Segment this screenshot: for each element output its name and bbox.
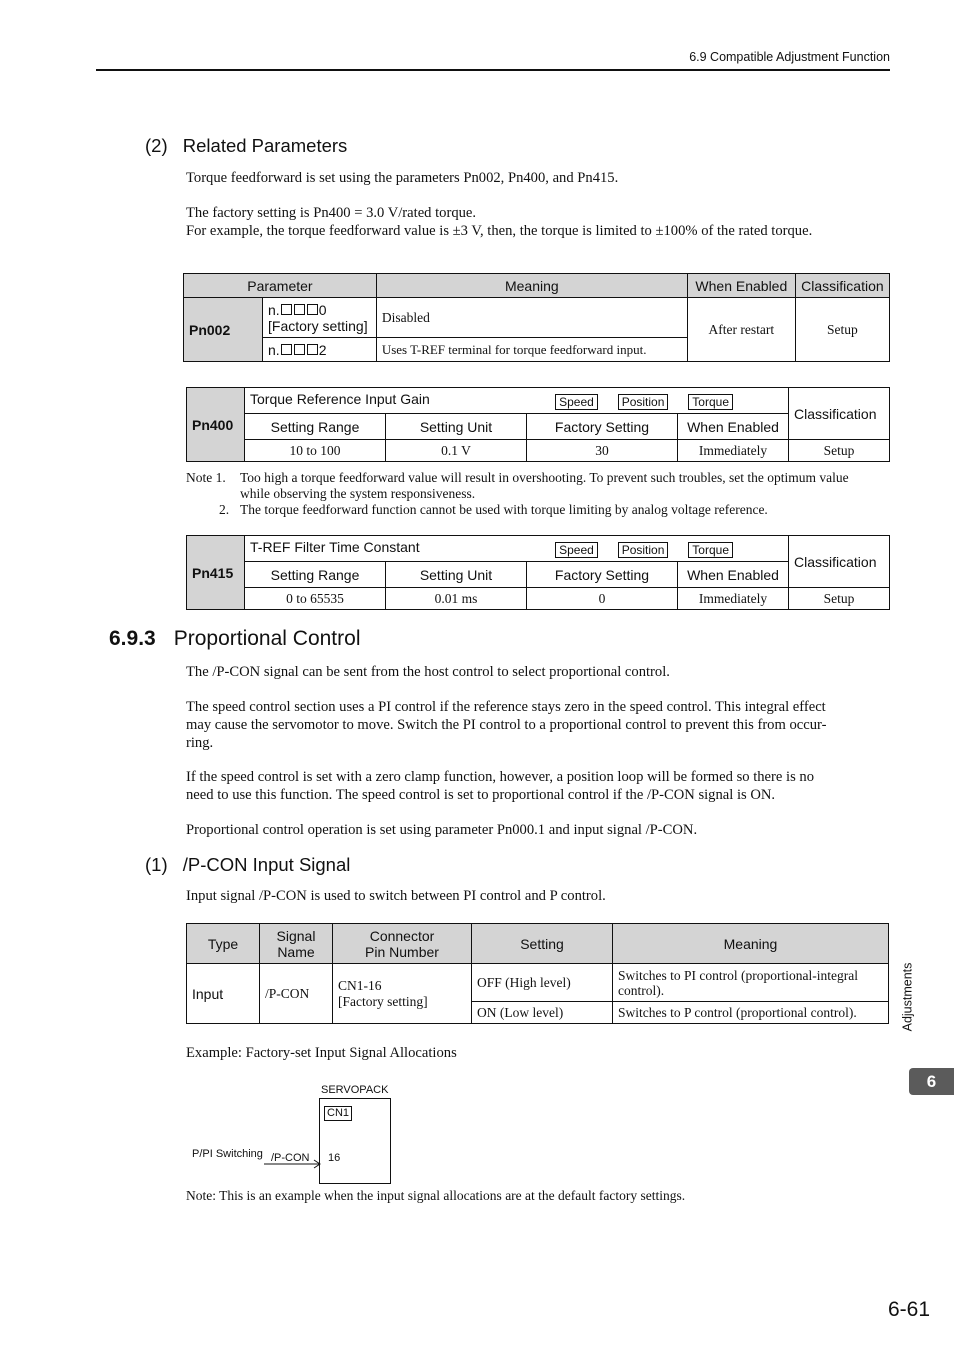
meaning-cell bbox=[613, 964, 889, 1002]
header-line: Pin Number bbox=[365, 943, 439, 960]
connector-pin: CN1-16 bbox=[338, 977, 382, 993]
classification-cell: Setup bbox=[795, 298, 889, 362]
col-header: Setting Range bbox=[245, 414, 386, 440]
meaning-cell: Disabled bbox=[376, 298, 687, 338]
paragraph-line: ring. bbox=[186, 735, 214, 751]
note-1-cont: while observing the system responsiveness. bbox=[240, 486, 476, 501]
classification-header: Classification bbox=[789, 388, 890, 440]
servopack-label: SERVOPACK bbox=[321, 1084, 389, 1096]
note-2-label: 2. bbox=[219, 502, 230, 517]
setting-cell: ON (Low level) bbox=[472, 1002, 613, 1024]
signal-label: /P-CON bbox=[271, 1152, 310, 1164]
factory-note: [Factory setting] bbox=[268, 317, 368, 334]
torque-tag: Torque bbox=[688, 542, 733, 558]
speed-tag: Speed bbox=[555, 542, 598, 558]
header-line: Name bbox=[277, 943, 315, 960]
chapter-side-label bbox=[900, 960, 923, 1040]
meaning-cell: Uses T-REF terminal for torque feedforward input. bbox=[376, 338, 687, 362]
torque-tag: Torque bbox=[688, 394, 733, 410]
paragraph: Proportional control operation is set using parameter Pn000.1 and input signal /P-CON. bbox=[186, 822, 698, 838]
section-heading-related-parameters bbox=[145, 135, 347, 157]
col-header bbox=[260, 924, 333, 964]
page-number: 6-61 bbox=[887, 1298, 930, 1321]
paragraph: Torque feedforward is set using the parameters Pn002, Pn400, and Pn415. bbox=[186, 170, 619, 186]
pin-label: 16 bbox=[328, 1152, 341, 1164]
meaning-line: control). bbox=[618, 982, 665, 998]
col-header bbox=[333, 924, 472, 964]
signal-cell: /P-CON bbox=[260, 964, 333, 1024]
value-cell: 0 bbox=[527, 588, 678, 610]
pn415-table bbox=[186, 535, 890, 610]
pcon-signal-table bbox=[186, 923, 889, 1024]
value-cell: Immediately bbox=[678, 588, 789, 610]
cn1-label: CN1 bbox=[324, 1106, 352, 1121]
side-label-text: Adjustments bbox=[900, 962, 915, 1032]
heading-text: /P-CON Input Signal bbox=[182, 854, 351, 875]
col-header: When Enabled bbox=[678, 414, 789, 440]
note-1: Too high a torque feedforward value will result in overshooting. To prevent such troubles, set the optimum value bbox=[240, 470, 849, 485]
header-line: Signal bbox=[276, 927, 316, 944]
heading-number: (2) bbox=[145, 135, 168, 156]
paragraph: For example, the torque feedforward value is ±3 V, then, the torque is limited to ±100% of the rated torque. bbox=[186, 223, 813, 239]
paragraph-line: may cause the servomotor to move. Switch the PI control to a proportional control to prevent this from occur- bbox=[186, 717, 827, 733]
code-suffix: 0 bbox=[318, 301, 327, 318]
meaning-line: Switches to PI control (proportional-integral bbox=[618, 967, 858, 983]
value-cell: Immediately bbox=[678, 440, 789, 462]
col-header: Factory Setting bbox=[527, 562, 678, 588]
col-header: When Enabled bbox=[678, 562, 789, 588]
switch-label: P/PI Switching bbox=[192, 1148, 263, 1160]
signal-arrow bbox=[262, 1157, 332, 1171]
param-cell: Pn415 bbox=[187, 536, 245, 610]
col-header: Parameter bbox=[184, 274, 377, 298]
param-name-row bbox=[245, 388, 789, 414]
col-header: Type bbox=[187, 924, 260, 964]
connector-cell bbox=[333, 964, 472, 1024]
position-tag: Position bbox=[618, 542, 669, 558]
value-cell: 0.1 V bbox=[386, 440, 527, 462]
note-label: Note 1. bbox=[186, 470, 226, 485]
paragraph: The /P-CON signal can be sent from the host control to select proportional control. bbox=[186, 664, 670, 680]
paragraph-line: If the speed control is set with a zero clamp function, however, a position loop will be formed so there is no bbox=[186, 769, 815, 785]
col-header: When Enabled bbox=[687, 274, 795, 298]
col-header: Meaning bbox=[376, 274, 687, 298]
col-header: Setting Range bbox=[245, 562, 386, 588]
param-name: T-REF Filter Time Constant bbox=[250, 539, 420, 555]
example-caption: Example: Factory-set Input Signal Allocations bbox=[186, 1045, 457, 1061]
example-note: Note: This is an example when the input signal allocations are at the default factory settings. bbox=[186, 1188, 686, 1203]
factory-note: [Factory setting] bbox=[338, 993, 428, 1009]
param-name-row bbox=[245, 536, 789, 562]
setting-code bbox=[263, 338, 377, 362]
paragraph: Input signal /P-CON is used to switch between PI control and P control. bbox=[186, 888, 606, 904]
value-cell: 0.01 ms bbox=[386, 588, 527, 610]
code-prefix: n. bbox=[268, 341, 280, 358]
section-number: 6.9.3 bbox=[109, 627, 156, 650]
setting-cell: OFF (High level) bbox=[472, 964, 613, 1002]
param-cell: Pn002 bbox=[184, 298, 263, 362]
paragraph: The factory setting is Pn400 = 3.0 V/rated torque. bbox=[186, 205, 477, 221]
param-cell: Pn400 bbox=[187, 388, 245, 462]
pn400-table bbox=[186, 387, 890, 462]
classification-cell: Setup bbox=[789, 440, 890, 462]
value-cell: 0 to 65535 bbox=[245, 588, 386, 610]
param-name: Torque Reference Input Gain bbox=[250, 391, 430, 407]
type-cell: Input bbox=[187, 964, 260, 1024]
col-header: Setting Unit bbox=[386, 562, 527, 588]
speed-tag: Speed bbox=[555, 394, 598, 410]
heading-text: Related Parameters bbox=[182, 135, 348, 156]
section-heading-pcon bbox=[145, 854, 350, 876]
paragraph-line: The speed control section uses a PI control if the reference stays zero in the speed control. This integral effect bbox=[186, 699, 826, 715]
code-suffix: 2 bbox=[318, 341, 327, 358]
col-header: Classification bbox=[795, 274, 889, 298]
chapter-tab[interactable]: 6 bbox=[909, 1068, 954, 1095]
col-header: Factory Setting bbox=[527, 414, 678, 440]
paragraph-line: need to use this function. The speed control is set to proportional control if the /P-CON signal is ON. bbox=[186, 787, 776, 803]
section-title bbox=[109, 627, 360, 651]
value-cell: 30 bbox=[527, 440, 678, 462]
pn002-table bbox=[183, 273, 890, 362]
meaning-cell: Switches to P control (proportional control). bbox=[613, 1002, 889, 1024]
running-header: 6.9 Compatible Adjustment Function bbox=[689, 50, 890, 64]
when-enabled-cell: After restart bbox=[687, 298, 795, 362]
note-2: The torque feedforward function cannot be used with torque limiting by analog voltage reference. bbox=[240, 502, 768, 517]
heading-number: (1) bbox=[145, 854, 168, 875]
header-rule bbox=[96, 69, 890, 71]
code-prefix: n. bbox=[268, 301, 280, 318]
section-title-text: Proportional Control bbox=[173, 627, 361, 650]
classification-cell: Setup bbox=[789, 588, 890, 610]
col-header: Meaning bbox=[613, 924, 889, 964]
value-cell: 10 to 100 bbox=[245, 440, 386, 462]
position-tag: Position bbox=[618, 394, 669, 410]
setting-code bbox=[263, 298, 377, 338]
header-line: Connector bbox=[369, 927, 435, 944]
classification-header: Classification bbox=[789, 536, 890, 588]
col-header: Setting bbox=[472, 924, 613, 964]
col-header: Setting Unit bbox=[386, 414, 527, 440]
